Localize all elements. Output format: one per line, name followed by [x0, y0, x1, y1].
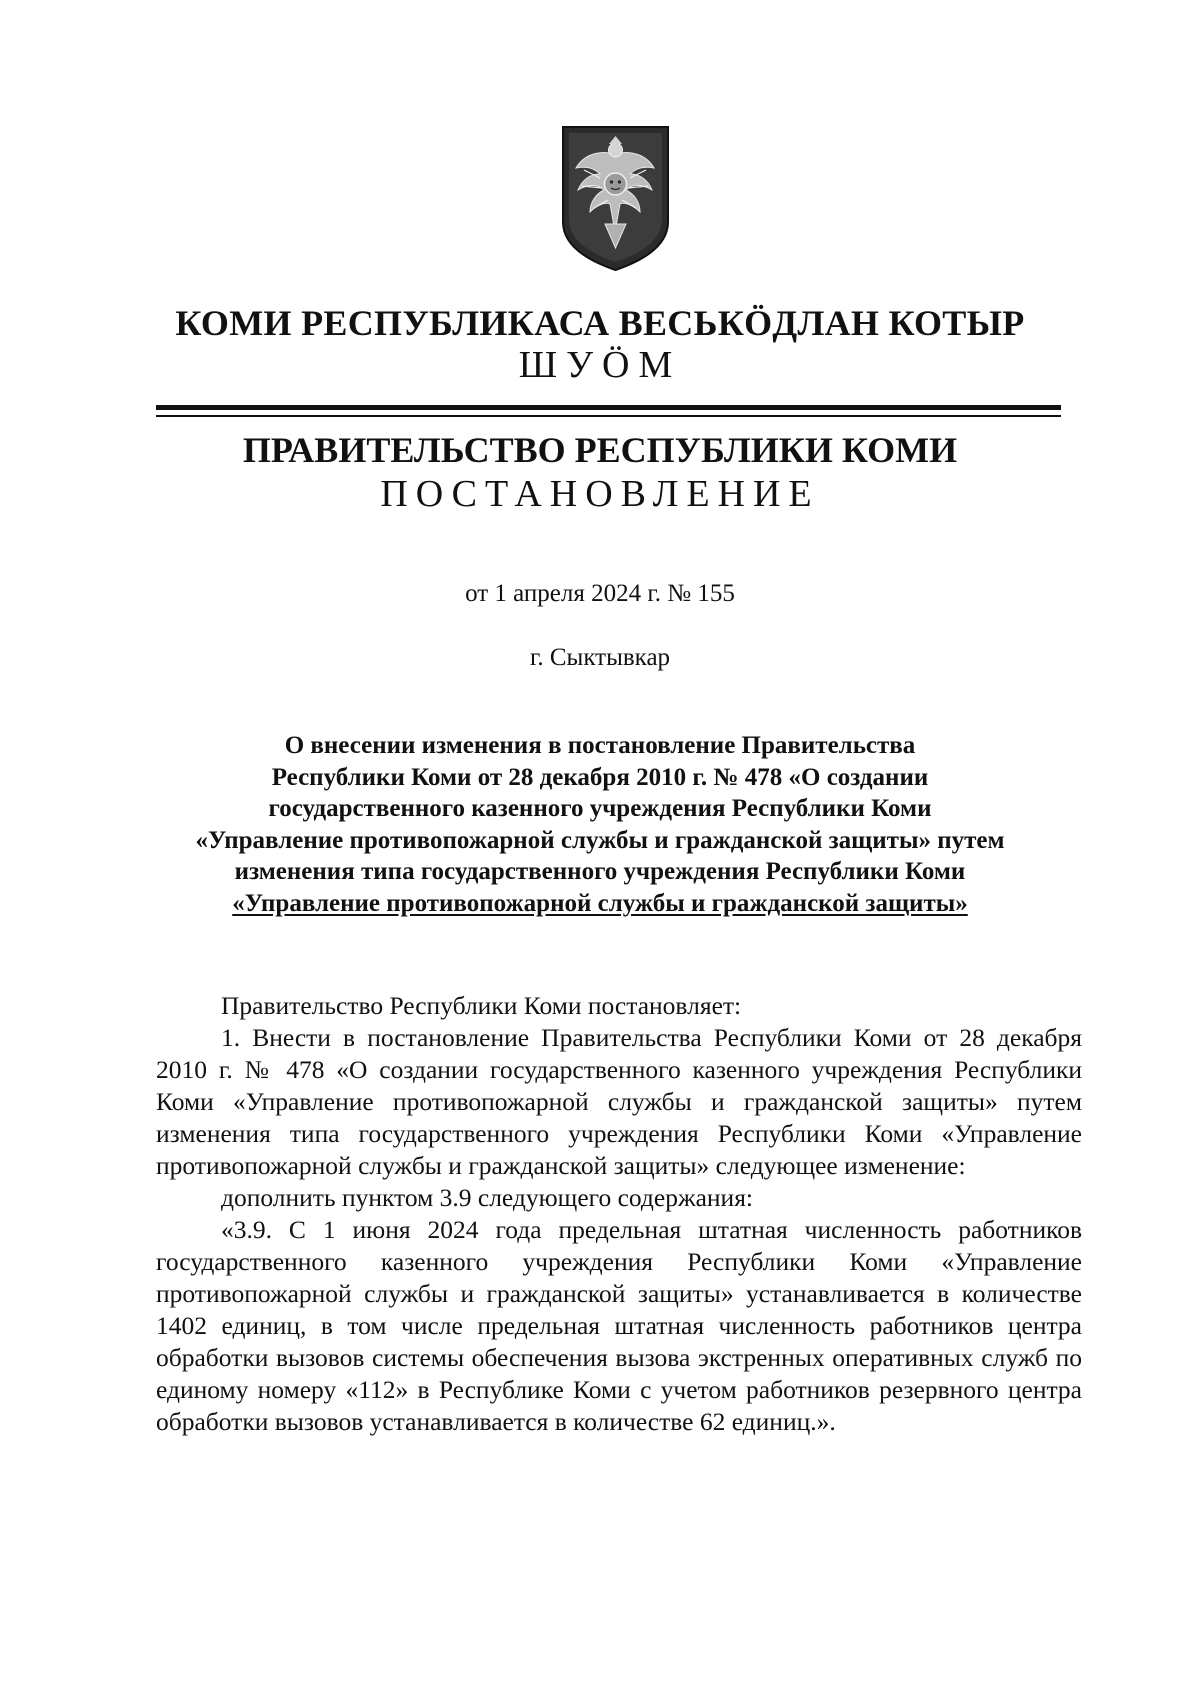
date-number-line: от 1 апреля 2024 г. № 155	[465, 580, 735, 607]
body-paragraph-intro: Правительство Республики Коми постановляет:	[221, 991, 742, 1020]
body-paragraph-item-1: 1. Внести в постановление Правительства Республики Коми от 28 декабря 2010 г. № 478 «О создании государственного казенного учреждения Республики Коми «Управление противопожарной службы и гражданской защиты» путем изменения типа государственного учреждения Республики Коми «Управление противопожарной службы и гражданской защиты» следующее изменение:	[156, 1023, 1082, 1180]
body-paragraph-addition: дополнить пунктом 3.9 следующего содержания:	[221, 1183, 754, 1212]
heading-line: О внесении изменения в постановление Правительства	[284, 732, 916, 759]
body-paragraph-clause-3-9: «3.9. С 1 июня 2024 года предельная штатная численность работников государственного казенного учреждения Республики Коми «Управление противопожарной службы и гражданской защиты» устанавливается в количестве 1402 единиц, в том числе предельная штатная численность работников центра обработки вызовов системы обеспечения вызова экстренных оперативных служб по единому номеру «112» в Республике Коми с учетом работников резервного центра обработки вызовов устанавливается в количестве 62 единиц.».	[156, 1215, 1082, 1436]
resolution-heading	[120, 730, 1080, 920]
heading-line: изменения типа государственного учреждения Республики Коми	[234, 858, 966, 886]
header-divider-thin	[156, 415, 1061, 417]
government-title: ПРАВИТЕЛЬСТВО РЕСПУБЛИКИ КОМИ	[242, 430, 958, 470]
komi-coat-of-arms-icon	[560, 124, 671, 272]
heading-line: государственного казенного учреждения Республики Коми	[268, 795, 932, 823]
city-line: г. Сыктывкар	[529, 644, 671, 671]
header-divider-thick	[156, 405, 1061, 410]
heading-line: «Управление противопожарной службы и гражданской защиты» путем	[195, 826, 1005, 854]
komi-government-title: КОМИ РЕСПУБЛИКАСА ВЕСЬКӦДЛАН КОТЫР	[175, 303, 1025, 343]
heading-line: Республики Коми от 28 декабря 2010 г. № 478 «О создании	[271, 763, 929, 791]
komi-document-type: ШУӦМ	[518, 344, 682, 386]
heading-line-underlined: «Управление противопожарной службы и гражданской защиты»	[232, 889, 968, 917]
resolution-body	[156, 990, 1082, 1438]
document-type: ПОСТАНОВЛЕНИЕ	[380, 473, 820, 515]
